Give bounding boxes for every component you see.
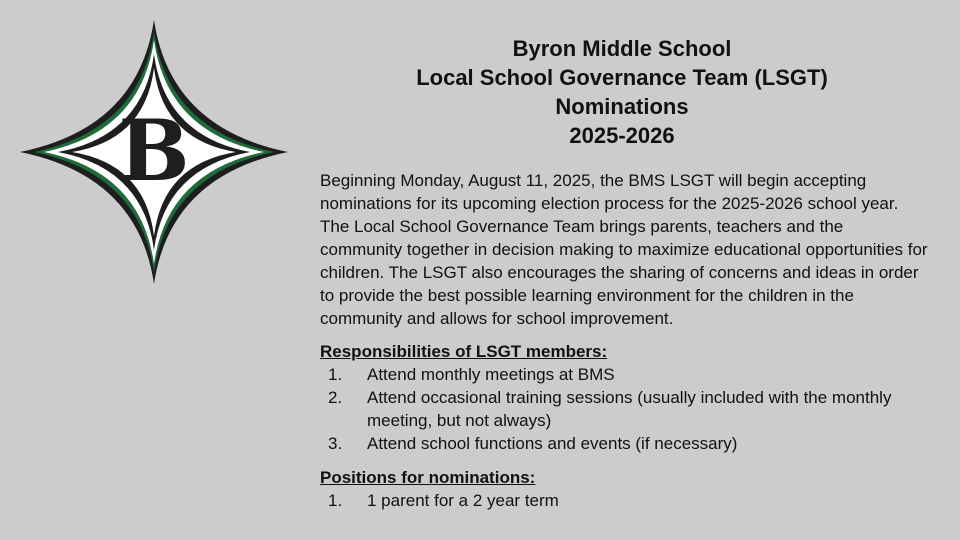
positions-list (320, 489, 930, 512)
title-year: 2025-2026 (569, 123, 675, 148)
title-team-name: Local School Governance Team (LSGT) (416, 65, 828, 90)
title-school-name: Byron Middle School (512, 36, 732, 61)
list-item-text: Attend occasional training sessions (usually included with the monthly meeting, but not always) (367, 388, 892, 430)
list-item (320, 432, 930, 455)
logo-letter: B (118, 101, 190, 200)
list-item-text: 1 parent for a 2 year term (367, 491, 559, 510)
list-item-text: Attend monthly meetings at BMS (367, 365, 615, 384)
responsibilities-heading: Responsibilities of LSGT members: (320, 342, 608, 361)
list-item-number: 2. (328, 388, 343, 407)
list-item-number: 3. (328, 434, 343, 453)
responsibilities-list (320, 363, 930, 455)
list-item-number: 1. (328, 491, 343, 510)
school-logo (18, 18, 290, 286)
title-nominations: Nominations (555, 94, 689, 119)
list-item (320, 386, 930, 432)
page-title (322, 34, 922, 150)
positions-heading: Positions for nominations: (320, 468, 536, 487)
list-item-text: Attend school functions and events (if necessary) (367, 434, 738, 453)
intro-paragraph: Beginning Monday, August 11, 2025, the BMS LSGT will begin accepting nominations for its upcoming election process for the 2025-2026 school year. The Local School Governance Team brings parents, teachers and the community together in decision making to maximize educational opportunities for children. The LSGT also encourages the sharing of concerns and ideas in order to provide the best possible learning environment for the children in the community and allows for school improvement. (320, 171, 928, 328)
list-item-number: 1. (328, 365, 343, 384)
list-item (320, 363, 930, 386)
main-content (320, 169, 930, 523)
list-item (320, 489, 930, 512)
